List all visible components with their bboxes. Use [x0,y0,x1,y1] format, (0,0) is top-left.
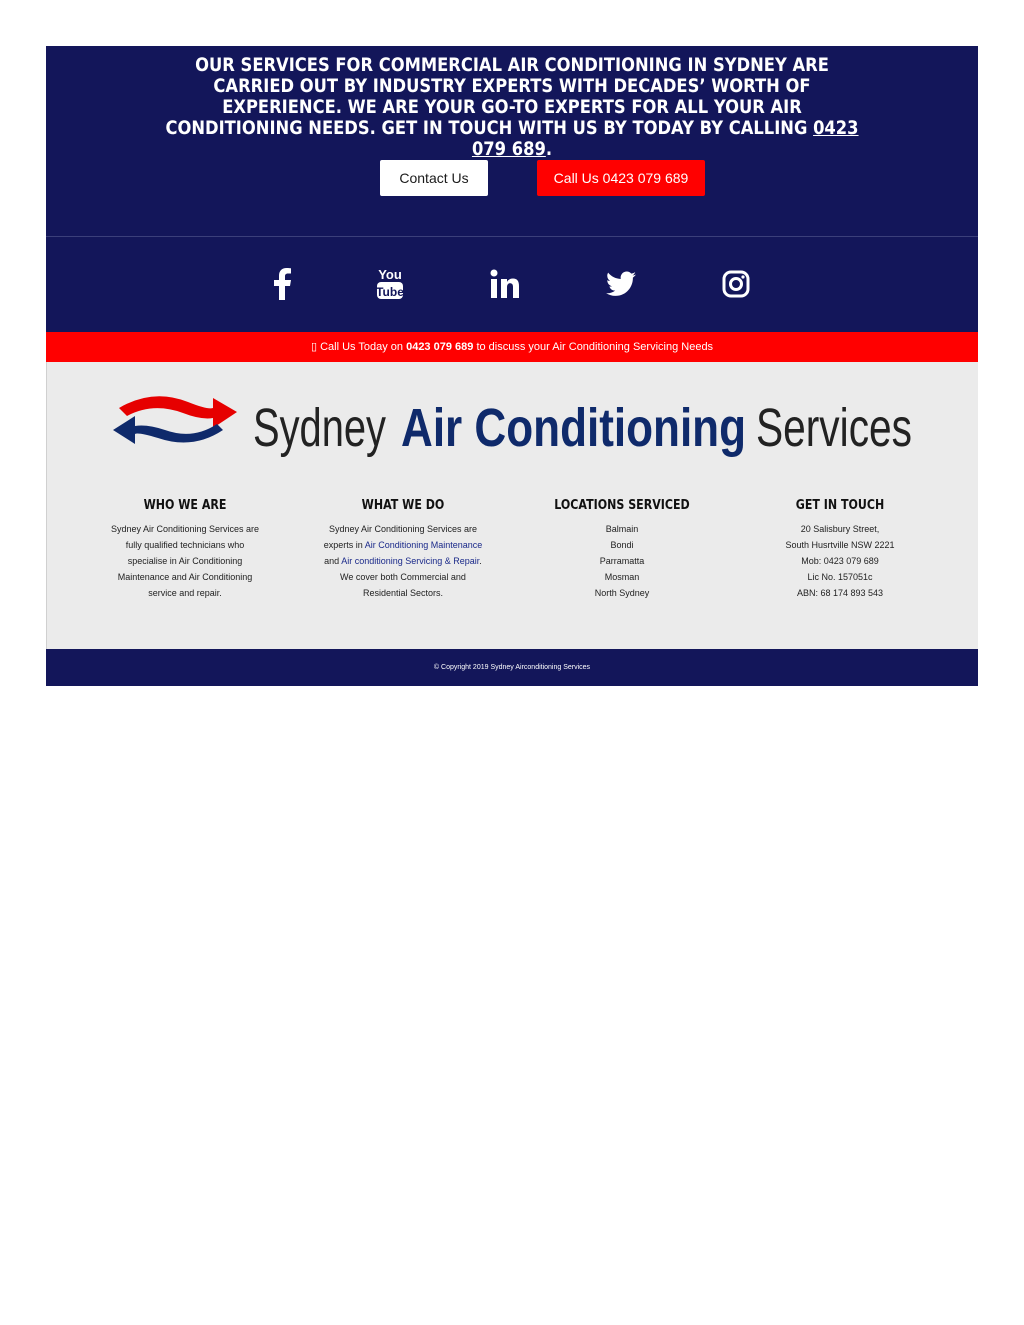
youtube-you-text: You [378,267,402,282]
call-us-button[interactable]: Call Us 0423 079 689 [537,160,705,196]
col-locations [537,498,707,601]
col-what-we-do [318,498,488,601]
phone-icon: ▯ [310,341,317,353]
logo-word-aircon: Air Conditioning [401,398,746,458]
what-line2-prefix: experts in [323,540,363,550]
what-line: Sydney Air Conditioning Services are [328,524,478,534]
who-we-are-title: WHO WE ARE [143,498,227,513]
what-line: We cover both Commercial and [340,572,466,582]
col-get-in-touch [755,498,925,601]
hero-text: OUR SERVICES FOR COMMERCIAL AIR CONDITIONING IN SYDNEY ARE CARRIED OUT BY INDUSTRY EXPERTS WITH DECADES’ WORTH OF EXPERIENCE. WE ARE YOUR GO-TO EXPERTS FOR ALL YOUR AIR CONDITIONING NEEDS. GET IN TOUCH WITH US BY TODAY BY CALLING [165,54,829,139]
what-we-do-title: WHAT WE DO [361,498,445,513]
what-line3-suffix: . [479,556,482,566]
youtube-tube-text: Tube [376,285,404,299]
contact-line: 20 Salisbury Street, [800,524,880,534]
instagram-icon[interactable] [719,267,753,301]
site-footer [46,362,978,649]
logo-word-services: Services [756,398,912,458]
col-who-we-are [100,498,270,601]
copyright-bar [46,649,978,686]
contact-line: South Husrtville NSW 2221 [785,540,895,550]
callbar-suffix: to discuss your Air Conditioning Servicing Needs [476,341,714,353]
who-line: Sydney Air Conditioning Services are [110,524,260,534]
who-line: specialise in Air Conditioning [127,556,243,566]
locations-title: LOCATIONS SERVICED [554,498,690,513]
aircon-servicing-link[interactable]: Air conditioning Servicing & Repair [341,556,480,566]
copyright-text: © Copyright 2019 Sydney Airconditioning Services [433,664,591,671]
twitter-icon[interactable] [604,267,638,301]
hero-heading [154,55,870,160]
contact-us-button[interactable]: Contact Us [380,160,488,196]
location-item: Parramatta [599,556,645,566]
contact-line: Lic No. 157051c [807,572,873,582]
linkedin-icon[interactable] [488,267,522,301]
what-line3-prefix: and [324,556,340,566]
what-line [318,553,488,569]
location-item: Balmain [605,524,639,534]
location-item: Bondi [610,540,634,550]
facebook-icon[interactable] [265,267,299,301]
callbar-phone[interactable]: 0423 079 689 [406,341,474,353]
callbar-prefix: Call Us Today on [320,341,404,353]
what-line [318,537,488,553]
logo-word-sydney: Sydney [253,398,386,458]
location-item: North Sydney [594,588,650,598]
what-line: Residential Sectors. [362,588,444,598]
logo-arrows-icon [113,396,237,444]
contact-line: ABN: 68 174 893 543 [796,588,884,598]
get-in-touch-title: GET IN TOUCH [795,498,885,513]
youtube-icon[interactable] [373,267,407,301]
social-bar [46,236,978,332]
contact-line: Mob: 0423 079 689 [801,556,879,566]
call-today-bar [46,332,978,362]
aircon-maintenance-link[interactable]: Air Conditioning Maintenance [364,540,483,550]
who-line: service and repair. [148,588,222,598]
page-wrapper [46,46,978,686]
hero-phone-link[interactable]: 0423 079 689 [471,117,859,160]
who-line: Maintenance and Air Conditioning [117,572,253,582]
cta-hero [46,46,978,236]
who-line: fully qualified technicians who [125,540,245,550]
hero-period: . [545,138,553,160]
location-item: Mosman [604,572,640,582]
site-logo[interactable] [113,390,913,460]
